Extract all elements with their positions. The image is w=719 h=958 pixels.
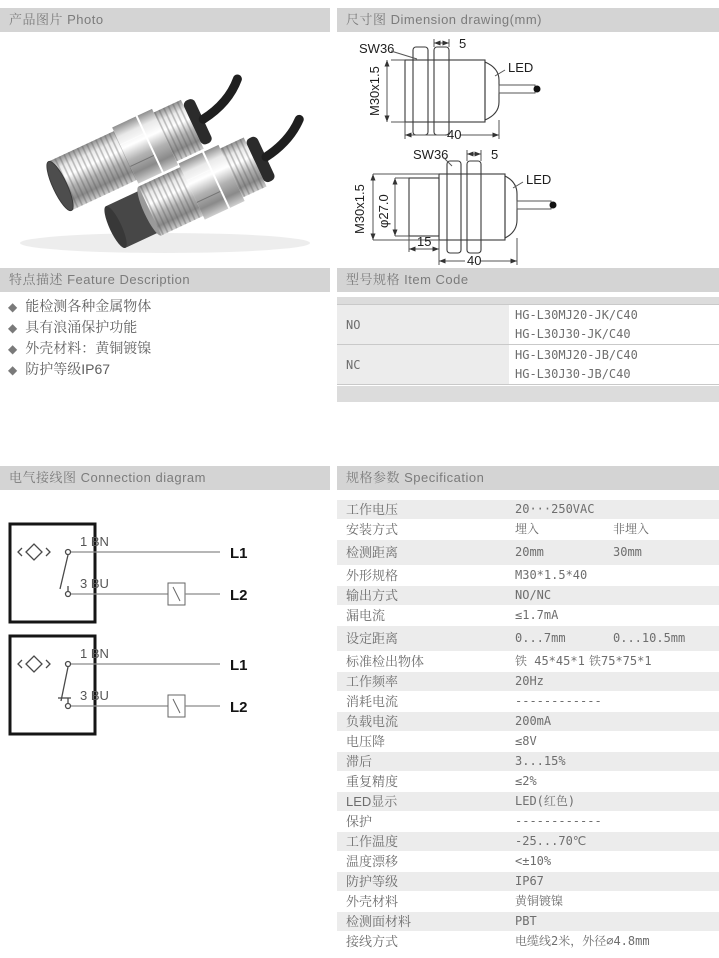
item-code-section-title: 型号规格 Item Code	[346, 272, 469, 287]
spec-value: 3...15%	[515, 754, 566, 768]
spec-row	[337, 520, 719, 540]
specification-table	[337, 500, 719, 952]
item-code: HG-L30J30-JK/C40	[515, 327, 631, 341]
line2-label: L2	[230, 587, 248, 604]
nut-width-label: 5	[491, 148, 499, 162]
rear-cap	[485, 62, 499, 120]
photo-section-header	[0, 8, 330, 32]
photo-shadow	[20, 233, 310, 253]
hex-nut-2	[467, 161, 481, 253]
load-icon	[168, 583, 185, 605]
spec-value: ------------	[515, 694, 602, 708]
rear-cap	[505, 176, 517, 238]
spec-value: ≤2%	[515, 774, 537, 788]
spec-row	[337, 872, 719, 892]
spec-row	[337, 672, 719, 692]
head-label: 15	[417, 234, 432, 249]
spec-value: 20···250VAC	[515, 502, 595, 516]
item-code-section-header	[337, 268, 719, 292]
spec-row	[337, 772, 719, 792]
spec-row	[337, 652, 719, 672]
cable-tip	[534, 86, 541, 93]
feature-item	[0, 338, 151, 359]
right-column	[337, 0, 719, 958]
feature-text: 外壳材料：黄铜镀镍	[25, 340, 152, 356]
item-codes-cell	[509, 345, 719, 384]
table-bottom-band	[337, 386, 719, 402]
switch-nc-icon	[58, 662, 71, 709]
spec-label: 外壳材料	[346, 894, 399, 909]
item-code-row-no	[337, 305, 719, 345]
spec-label: 电压降	[346, 734, 386, 749]
spec-value: 20Hz	[515, 674, 544, 688]
sw36-label: SW36	[413, 148, 449, 162]
spec-row	[337, 732, 719, 752]
spec-value: 铁 45*45*1	[515, 654, 585, 668]
connection-section-title: 电气接线图 Connection diagram	[9, 470, 206, 485]
spec-label: 工作温度	[346, 834, 399, 849]
connection-diagram-no	[8, 522, 258, 627]
product-photo-image	[0, 36, 330, 260]
spec-label: LED显示	[346, 794, 398, 809]
line1-label: L1	[230, 657, 248, 674]
diamond-bullet-icon: ◆	[8, 300, 18, 314]
spec-row	[337, 540, 719, 566]
line2-label: L2	[230, 699, 248, 716]
diamond-bullet-icon: ◆	[8, 321, 18, 335]
feature-text: 能检测各种金属物体	[25, 298, 152, 314]
spec-row	[337, 606, 719, 626]
diamond-bullet-icon: ◆	[8, 342, 18, 356]
feature-text: 具有浪涌保护功能	[25, 319, 138, 335]
item-code: HG-L30MJ20-JB/C40	[515, 348, 638, 362]
thread-label: M30x1.5	[352, 184, 367, 234]
spec-value: 黄铜镀镍	[515, 894, 564, 908]
photo-section-title: 产品图片 Photo	[9, 12, 104, 27]
sensing-head	[409, 178, 439, 236]
spec-label: 保护	[346, 814, 373, 829]
spec-label: 标准检出物体	[346, 654, 425, 669]
spec-row	[337, 626, 719, 652]
spec-value2: 非埋入	[613, 522, 650, 536]
load-icon	[168, 695, 185, 717]
spec-label: 接线方式	[346, 934, 399, 949]
spec-label: 外形规格	[346, 568, 399, 583]
item-code: HG-L30J30-JB/C40	[515, 367, 631, 381]
item-codes-cell	[509, 305, 719, 344]
spec-value: ------------	[515, 814, 602, 828]
proximity-sensor-icon	[18, 656, 50, 672]
spec-label: 检测距离	[346, 545, 399, 560]
spec-label: 防护等级	[346, 874, 399, 889]
proximity-sensor-icon	[18, 544, 50, 560]
features-section-title: 特点描述 Feature Description	[9, 272, 191, 287]
spec-label: 输出方式	[346, 588, 399, 603]
dimension-section-title: 尺寸图 Dimension drawing(mm)	[346, 12, 542, 27]
led-label: LED	[526, 172, 552, 187]
sensor-barrel	[405, 60, 485, 122]
feature-list	[0, 296, 151, 380]
diameter-label: φ27.0	[376, 194, 391, 228]
nut-width-label: 5	[459, 36, 467, 51]
line1-label: L1	[230, 545, 248, 562]
led-label: LED	[508, 60, 534, 75]
output-type-cell: NC	[337, 345, 509, 384]
spec-row	[337, 692, 719, 712]
spec-label: 滞后	[346, 754, 373, 769]
dimension-drawing-flush	[347, 36, 719, 148]
item-code-table	[337, 297, 719, 402]
thread-label: M30x1.5	[367, 66, 382, 116]
dimension-section-header	[337, 8, 719, 32]
spec-value: <±10%	[515, 854, 552, 868]
length-label: 40	[467, 253, 482, 268]
spec-label: 安装方式	[346, 522, 399, 537]
table-top-strip	[337, 297, 719, 305]
spec-value: PBT	[515, 914, 537, 928]
spec-value: IP67	[515, 874, 544, 888]
hex-nut-1	[447, 161, 461, 253]
feature-item	[0, 359, 151, 380]
diamond-bullet-icon: ◆	[8, 363, 18, 377]
spec-row	[337, 912, 719, 932]
spec-label: 温度漂移	[346, 854, 399, 869]
spec-label: 负载电流	[346, 714, 399, 729]
output-type-cell: NO	[337, 305, 509, 344]
spec-label: 漏电流	[346, 608, 386, 623]
spec-row	[337, 832, 719, 852]
spec-value: LED(红色)	[515, 794, 576, 808]
spec-value: M30*1.5*40	[515, 568, 588, 582]
spec-row	[337, 566, 719, 586]
features-section-header	[0, 268, 330, 292]
spec-value: ≤1.7mA	[515, 608, 559, 622]
spec-value2: 铁75*75*1	[589, 654, 652, 668]
spec-value: 20mm	[515, 545, 544, 559]
cable	[517, 201, 551, 209]
cable-tip	[550, 202, 557, 209]
spec-label: 检测面材料	[346, 914, 412, 929]
spec-value: -25...70℃	[515, 834, 587, 848]
spec-row	[337, 932, 719, 952]
spec-label: 工作频率	[346, 674, 399, 689]
sensor-barrel	[439, 174, 505, 240]
spec-label: 设定距离	[346, 631, 399, 646]
spec-row	[337, 752, 719, 772]
specification-section-title: 规格参数 Specification	[346, 470, 485, 485]
spec-value: 埋入	[515, 522, 540, 536]
cable	[499, 85, 535, 93]
connection-diagram-nc	[8, 634, 258, 739]
switch-no-icon	[60, 550, 71, 597]
pin2-label: 3 BU	[80, 688, 109, 703]
spec-row	[337, 500, 719, 520]
spec-label: 重复精度	[346, 774, 399, 789]
spec-value: 0...7mm	[515, 631, 566, 645]
sw36-label: SW36	[359, 41, 395, 56]
spec-row	[337, 586, 719, 606]
spec-row	[337, 892, 719, 912]
pin1-label: 1 BN	[80, 534, 109, 549]
item-code: HG-L30MJ20-JK/C40	[515, 308, 638, 322]
dimension-drawing-nonflush	[347, 148, 719, 268]
spec-row	[337, 712, 719, 732]
feature-text: 防护等级IP67	[25, 361, 111, 377]
spec-value: ≤8V	[515, 734, 537, 748]
spec-row	[337, 792, 719, 812]
spec-value2: 30mm	[613, 545, 642, 559]
spec-value: 电缆线2米，外径∅4.8mm	[515, 934, 650, 948]
spec-row	[337, 812, 719, 832]
spec-label: 工作电压	[346, 502, 399, 517]
feature-item	[0, 317, 151, 338]
pin2-label: 3 BU	[80, 576, 109, 591]
spec-row	[337, 852, 719, 872]
pin1-label: 1 BN	[80, 646, 109, 661]
spec-value: NO/NC	[515, 588, 552, 602]
spec-label: 消耗电流	[346, 694, 399, 709]
item-code-row-nc	[337, 345, 719, 385]
spec-value: 200mA	[515, 714, 552, 728]
left-column	[0, 0, 330, 958]
specification-section-header	[337, 466, 719, 490]
connection-section-header	[0, 466, 330, 490]
feature-item	[0, 296, 151, 317]
spec-value2: 0...10.5mm	[613, 631, 686, 645]
length-label: 40	[447, 127, 462, 142]
